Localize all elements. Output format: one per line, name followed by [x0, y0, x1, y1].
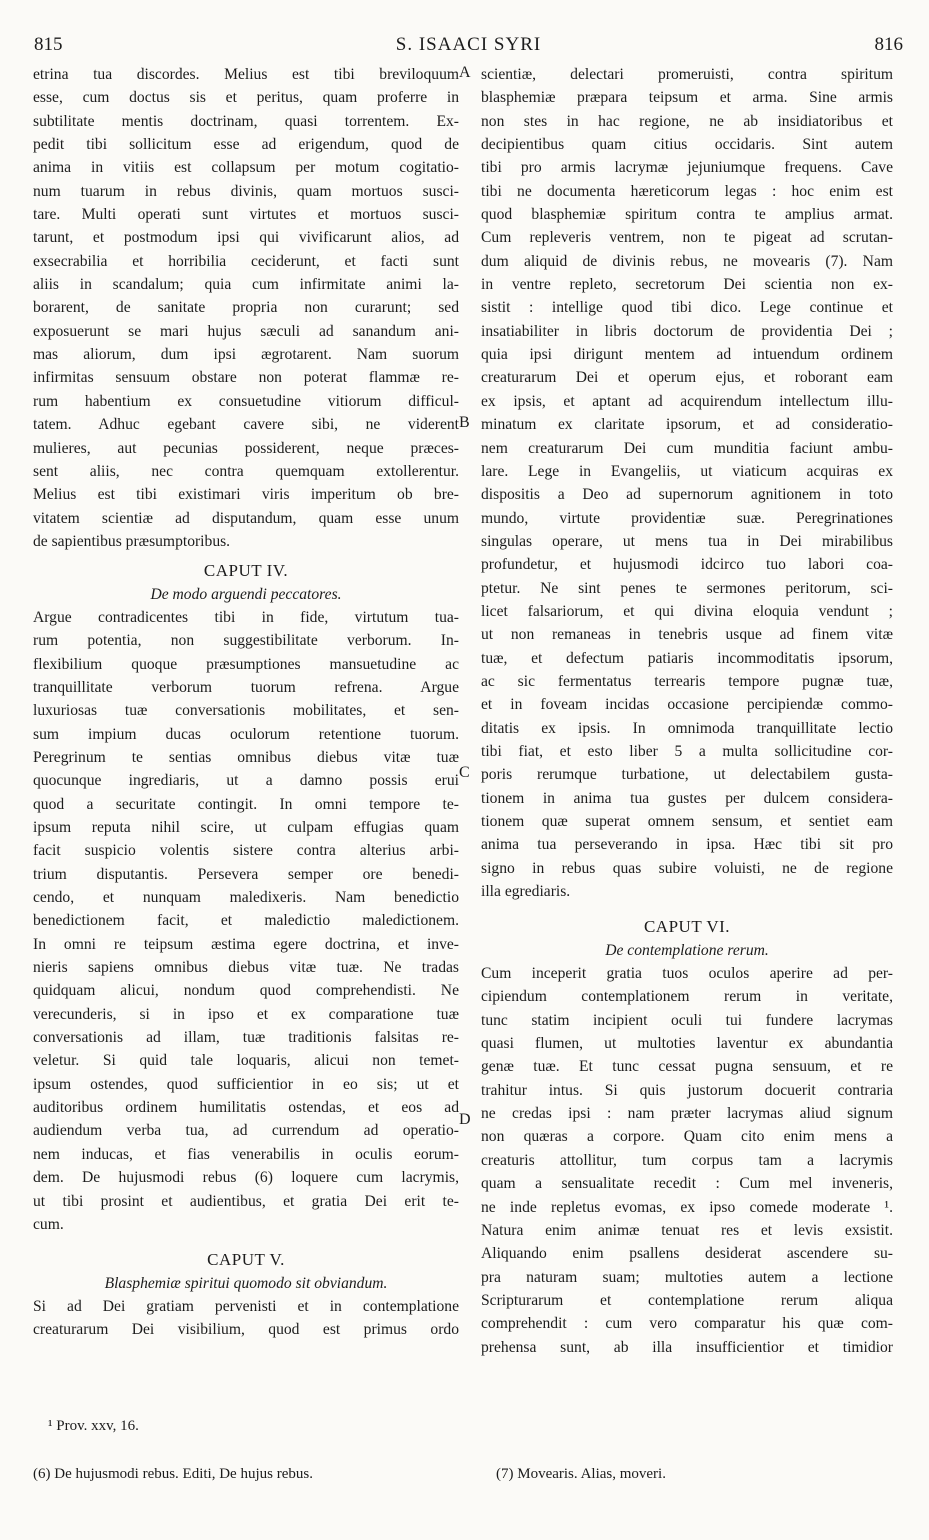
body-line: creaturarum Dei visibilium, quod est primus ordo — [33, 1321, 459, 1339]
body-line: quod blasphemiæ spiritum contra te amplius armat. — [481, 206, 893, 224]
body-line: Natura enim animæ tenuat res et levis exsistit. — [481, 1221, 893, 1239]
chapter-subtitle: De contemplatione rerum. — [605, 941, 769, 959]
body-line: nem creaturarum Dei cum munditia faciunt ambu- — [481, 439, 893, 457]
running-title: S. ISAACI SYRI — [395, 34, 542, 55]
body-line: auditoribus ordinem humilitatis ostendas, et eos ad — [33, 1099, 459, 1117]
body-line: trium disputantis. Persevera semper ore benedi- — [33, 865, 459, 883]
body-line: Si ad Dei gratiam pervenisti et in contemplatione — [33, 1297, 459, 1315]
body-line: non stes in hac regione, ne ab insidiatoribus et — [481, 112, 893, 130]
body-line: num tuarum in rebus divinis, quam mortuos susci- — [33, 182, 459, 200]
chapter-subtitle: De modo arguendi peccatores. — [150, 585, 342, 603]
chapter-heading: CAPUT V. — [207, 1250, 285, 1270]
body-line: etrina tua discordes. Melius est tibi breviloquum — [33, 66, 459, 83]
body-line: tionem in anima tua gustes per dulcem considera- — [481, 789, 893, 807]
body-line: ex ipsis, et aptant ad acquirendum intellectum illu- — [481, 392, 893, 410]
body-line: scientiæ, delectari promeruisti, contra spiritum — [481, 66, 893, 83]
body-line: tatem. Adhuc egebant cavere sibi, ne viderent — [33, 416, 459, 434]
body-line: borarent, de sanitate propria non curarunt; sed — [33, 299, 459, 317]
body-line: esse, cum doctus sis et peritus, quam proferre in — [33, 89, 459, 107]
body-line: tibi fiat, et esto liber 5 a multa sollicitudine cor- — [481, 742, 893, 760]
margin-letter-c: C — [459, 764, 470, 781]
body-line: Aliquando enim psallens desiderat ascendere su- — [481, 1245, 893, 1263]
body-line: rum potentia, non suggestibilitate verborum. In- — [33, 632, 459, 650]
body-line: et in foveam incidas occasione percipiendæ commo- — [481, 696, 893, 714]
body-line: flexibilium quoque præsumptiones mansuetudine ac — [33, 655, 459, 673]
body-line: sent aliis, nec contra quemquam extollerentur. — [33, 462, 459, 480]
running-header — [34, 34, 903, 58]
body-line: ut non remaneas in tenebris usque ad finem vitæ — [481, 626, 893, 644]
body-line: subtilitate mentis doctrinam, quasi torrentem. Ex- — [33, 112, 459, 130]
chapter-heading: CAPUT IV. — [203, 561, 289, 581]
body-line: quia ipsi dirigunt mentem ad intuendum ordinem — [481, 346, 893, 364]
footnote-7: (7) Movearis. Alias, moveri. — [496, 1466, 666, 1482]
body-line: lare. Lege in Evangeliis, ut viaticum acquiras ex — [481, 462, 893, 480]
body-line: facit suspicio volentis sistere contra alterius arbi- — [33, 842, 459, 860]
body-line: conversationis ad illam, tuæ traditionis falsitas re- — [33, 1029, 459, 1047]
left-column — [33, 63, 459, 1342]
margin-letter-b: B — [459, 414, 470, 431]
body-line: quam a sensualitate recedit : Cum mel inveneris, — [481, 1175, 893, 1193]
body-line: insatiabiliter in libris doctorum de providentia Dei ; — [481, 322, 893, 340]
body-line: tuæ, et defectum patiaris incommoditatis ipsorum, — [481, 649, 893, 667]
section-spacer — [481, 903, 893, 915]
chapter-heading: CAPUT VI. — [643, 917, 731, 937]
body-line: in ventre repleto, secretorum Dei scientia non ex- — [481, 276, 893, 294]
body-line: tranquillitate verborum tuorum refrena. Argue — [33, 678, 459, 696]
body-line: ne inde repletus evomas, ex ipso comede moderate ¹. — [481, 1198, 893, 1216]
body-line: dum aliquid de divinis rebus, ne movearis (7). Nam — [481, 252, 893, 270]
body-line: cendo, et nunquam maledixeris. Nam benedictio — [33, 889, 459, 907]
body-line: anima tua perseverando in ipsa. Hæc tibi sit pro — [481, 836, 893, 854]
body-line: infirmitas sensuum obstare non poterat flammæ re- — [33, 369, 459, 387]
body-line: tibi ne documenta hæreticorum legas : hoc enim est — [481, 182, 893, 200]
body-line: cum. — [33, 1215, 64, 1233]
body-line: cipiendum contemplationem rerum in veritate, — [481, 988, 893, 1006]
body-line: Melius est tibi existimari viris imperitum ob bre- — [33, 486, 459, 504]
body-line: profundetur, et hujusmodi idcirco tuo labori coa- — [481, 556, 893, 574]
body-line: ditatis ex ipsis. In omnimoda tranquillitate lectio — [481, 719, 893, 737]
body-line: Argue contradicentes tibi in fide, virtutum tua- — [33, 608, 459, 626]
body-line: luxuriosas tuæ conversationis mobilitates, et sen- — [33, 702, 459, 720]
body-line: decipientibus quam citius occidaris. Sint autem — [481, 136, 893, 154]
body-line: sistit : intellige quod tibi dico. Lege continue et — [481, 299, 893, 317]
body-line: prehensa sunt, ab illa insufficientior et timidior — [481, 1338, 893, 1356]
body-line: verecunderis, si in ipso et ex comparatione tuæ — [33, 1005, 459, 1023]
margin-letter-a: A — [459, 64, 471, 81]
body-line: quod a securitate contingit. In omni tempore te- — [33, 795, 459, 813]
section-spacer — [33, 1236, 459, 1248]
body-line: tionem quæ superat omnem sensum, et sentiet eam — [481, 813, 893, 830]
body-line: Cum inceperit gratia tuos oculos aperire ad per- — [481, 965, 893, 983]
body-line: de sapientibus præsumptoribus. — [33, 532, 231, 550]
body-line: exsecrabilia et horribilia ceciderunt, et facti sunt — [33, 252, 459, 270]
body-line: minatum ex claritate ipsorum, et ad consideratio- — [481, 416, 893, 434]
body-line: creaturarum Dei et operum ejus, et roborant eam — [481, 369, 893, 387]
body-line: In omni re teipsum æstima egere doctrina, et inve- — [33, 935, 459, 953]
body-line: mundo, virtute providentiæ suæ. Peregrinationes — [481, 509, 893, 527]
body-line: quasi flumen, ut multoties laventur ex abundantia — [481, 1035, 893, 1053]
body-line: audiendum verba tua, ad currendum ad operatio- — [33, 1122, 459, 1140]
body-line: ac sic fermentatus terrearis tempore pugnæ tuæ, — [481, 672, 893, 690]
body-line: Cum repleveris ventrem, non te pigeat ad scrutan- — [481, 229, 893, 247]
body-line: benedictionem facit, et maledictio maledictionem. — [33, 912, 459, 930]
body-line: aliis in scandalum; quia cum infirmitate animi la- — [33, 276, 459, 294]
body-line: rum habentium ex consuetudine vitiorum difficul- — [33, 392, 459, 410]
body-line: dem. De hujusmodi rebus (6) loquere cum lacrymis, — [33, 1169, 459, 1187]
body-line: quocunque ingrediaris, ut a damno possis erui — [33, 772, 459, 790]
body-line: anima in vitiis est collapsum per motum cogitatio- — [33, 159, 459, 177]
body-line: ne credas ipsi : nam præter lacrymas aliud signum — [481, 1105, 893, 1123]
body-line: veletur. Si quid tale loquaris, alicui non temet- — [33, 1052, 459, 1070]
body-line: ptetur. Ne sint penes te sermones peritorum, sci- — [481, 579, 893, 597]
body-line: mulieres, aut pecunias possiderent, neque præces- — [33, 439, 459, 457]
body-line: genæ tuæ. Et tunc cessat pugna sensuum, et re — [481, 1058, 893, 1076]
body-line: non quæras a corpore. Quam cito enim mens a — [481, 1128, 893, 1146]
body-line: trahitur intus. Si quis justorum docuerit contraria — [481, 1081, 893, 1099]
chapter-subtitle: Blasphemiæ spiritui quomodo sit obviandum. — [104, 1274, 388, 1292]
body-line: tunc statim incipient oculi tui fundere lacrymas — [481, 1011, 893, 1029]
body-line: ipsum ostendes, quod sufficientior in eo sis; ut et — [33, 1075, 459, 1093]
body-line: tibi pro armis lacrymæ jejuniumque frequens. Cave — [481, 159, 893, 177]
body-line: Scripturarum et contemplatione rerum aliqua — [481, 1291, 893, 1309]
body-line: blasphemiæ præpara teipsum et arma. Sine armis — [481, 89, 893, 107]
body-line: ipsum reputa nihil scire, ut culpam effugias quam — [33, 819, 459, 836]
body-line: creaturis attollitur, tum corpus tam a lacrymis — [481, 1151, 893, 1169]
body-line: illa egrediaris. — [481, 883, 571, 901]
body-line: vitatem scientiæ ad disputandum, quam esse unum — [33, 509, 459, 527]
margin-letter-d: D — [459, 1111, 471, 1128]
body-line: Peregrinum te sentias omnibus diebus vitæ tuæ — [33, 748, 459, 766]
body-line: tarunt, et postmodum ipsi qui vivificarunt alios, ad — [33, 229, 459, 247]
body-line: nem inducas, et fias venerabilis in oculis eorum- — [33, 1145, 459, 1163]
footnote-6: (6) De hujusmodi rebus. Editi, De hujus rebus. — [33, 1466, 313, 1482]
body-line: exposuerunt se mari hujus sæculi ad sanandum ani- — [33, 322, 459, 340]
right-column — [481, 63, 893, 1359]
scripture-footnote: ¹ Prov. xxv, 16. — [48, 1418, 139, 1434]
body-line: pedit tibi sollicitum esse ad erigendum, quod de — [33, 136, 459, 154]
page-number-left: 815 — [34, 34, 63, 55]
body-line: tare. Multi operati sunt virtutes et mortuos susci- — [33, 206, 459, 224]
body-line: quidquam alicui, nondum quod comprehendisti. Ne — [33, 982, 459, 1000]
body-line: poris rerumque turbatione, ut delectabilem gusta- — [481, 766, 893, 784]
body-line: comprehendit : cum vero comparatur his quæ com- — [481, 1315, 893, 1333]
body-line: mas aliorum, dum ipsi ægrotarent. Nam suorum — [33, 346, 459, 364]
body-line: sum impium ducas oculorum retentione tuorum. — [33, 725, 459, 743]
body-line: dispositis a Deo ad supernorum agnitionem in toto — [481, 486, 893, 504]
body-line: pra naturam suam; multoties autem a lectione — [481, 1268, 893, 1286]
page-number-right: 816 — [874, 34, 903, 55]
body-line: ut tibi prosint et audientibus, et gratia Dei erit te- — [33, 1192, 459, 1210]
body-line: nieris sapiens omnibus diebus vitæ tuæ. Ne tradas — [33, 959, 459, 977]
body-line: signo in rebus quas subire voluisti, ne de regione — [481, 859, 893, 877]
body-line: singulas operare, ut mens tua in Dei mirabilibus — [481, 532, 893, 550]
body-line: licet falsariorum, et qui divina eloquia vendunt ; — [481, 602, 893, 620]
